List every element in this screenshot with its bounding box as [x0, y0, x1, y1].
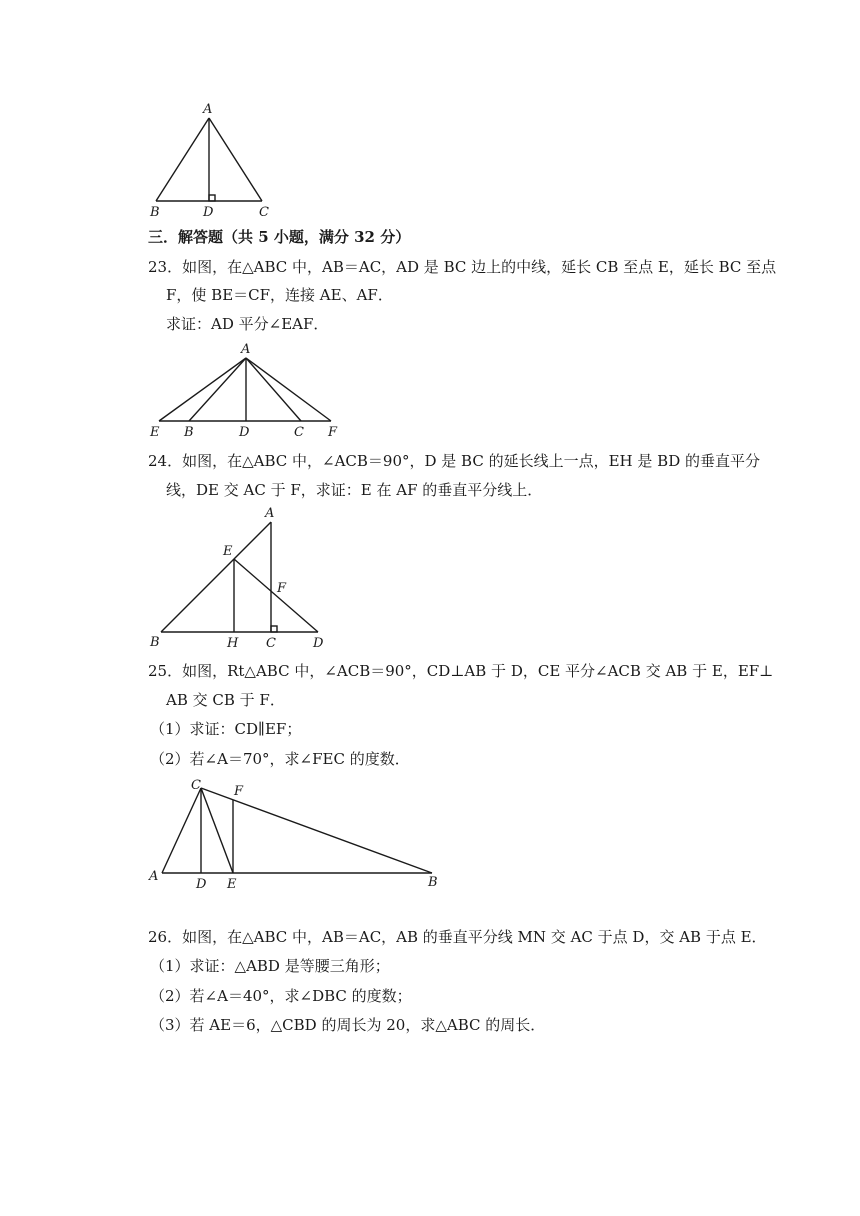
- fig24-label-e: E: [223, 544, 233, 559]
- q23-line1: 23．如图，在△ABC 中，AB＝AC，AD 是 BC 边上的中线，延长 CB 至点 E，延长 BC 至点: [148, 258, 777, 276]
- fig24-label-a: A: [265, 506, 275, 521]
- fig22-label-a: A: [203, 102, 213, 117]
- fig24-label-c: C: [266, 636, 276, 651]
- fig22-label-d: D: [203, 205, 214, 220]
- fig25-label-c: C: [191, 778, 201, 793]
- fig25-label-a: A: [149, 869, 159, 884]
- q26-part3: （3）若 AE＝6，△CBD 的周长为 20，求△ABC 的周长．: [150, 1016, 546, 1034]
- fig23-label-c: C: [294, 425, 304, 440]
- q23-line2: F，使 BE＝CF，连接 AE、AF．: [166, 286, 393, 304]
- fig23-label-a: A: [241, 342, 251, 357]
- fig24-label-f: F: [277, 581, 287, 596]
- fig25-line-cb: [201, 788, 432, 873]
- section-title: 三．解答题（共 5 小题，满分 32 分）: [148, 228, 411, 246]
- fig24-label-d: D: [313, 636, 324, 651]
- q24-line1: 24．如图，在△ABC 中，∠ACB＝90°，D 是 BC 的延长线上一点，EH 是 BD 的垂直平分: [148, 452, 760, 470]
- fig25-line-ca: [162, 788, 201, 873]
- fig23-label-b: B: [184, 425, 194, 440]
- fig22-label-c: C: [259, 205, 269, 220]
- fig22-label-b: B: [150, 205, 160, 220]
- q26-line1: 26．如图，在△ABC 中，AB＝AC，AB 的垂直平分线 MN 交 AC 于点 D，交 AB 于点 E．: [148, 928, 767, 946]
- fig23-label-e: E: [150, 425, 160, 440]
- q25-part2: （2）若∠A＝70°，求∠FEC 的度数．: [150, 750, 410, 768]
- fig25-label-f: F: [234, 784, 244, 799]
- fig25-label-b: B: [428, 875, 438, 890]
- fig23-label-f: F: [328, 425, 338, 440]
- fig25-label-d: D: [196, 877, 207, 892]
- fig25-label-e: E: [227, 877, 237, 892]
- q26-part2: （2）若∠A＝40°，求∠DBC 的度数；: [150, 987, 412, 1005]
- q25-part1: （1）求证：CD∥EF；: [150, 720, 302, 738]
- q25-line1: 25．如图，Rt△ABC 中，∠ACB＝90°，CD⊥AB 于 D，CE 平分∠ACB 交 AB 于 E，EF⊥: [148, 662, 774, 680]
- q25-line2: AB 交 CB 于 F．: [166, 691, 285, 709]
- q23-line3: 求证：AD 平分∠EAF．: [166, 315, 329, 333]
- fig25-line-ce: [201, 788, 233, 873]
- q26-part1: （1）求证：△ABD 是等腰三角形；: [150, 957, 390, 975]
- fig24-label-h: H: [227, 636, 239, 651]
- q24-line2: 线，DE 交 AC 于 F，求证：E 在 AF 的垂直平分线上．: [166, 481, 543, 499]
- fig24-label-b: B: [150, 635, 160, 650]
- fig23-label-d: D: [239, 425, 250, 440]
